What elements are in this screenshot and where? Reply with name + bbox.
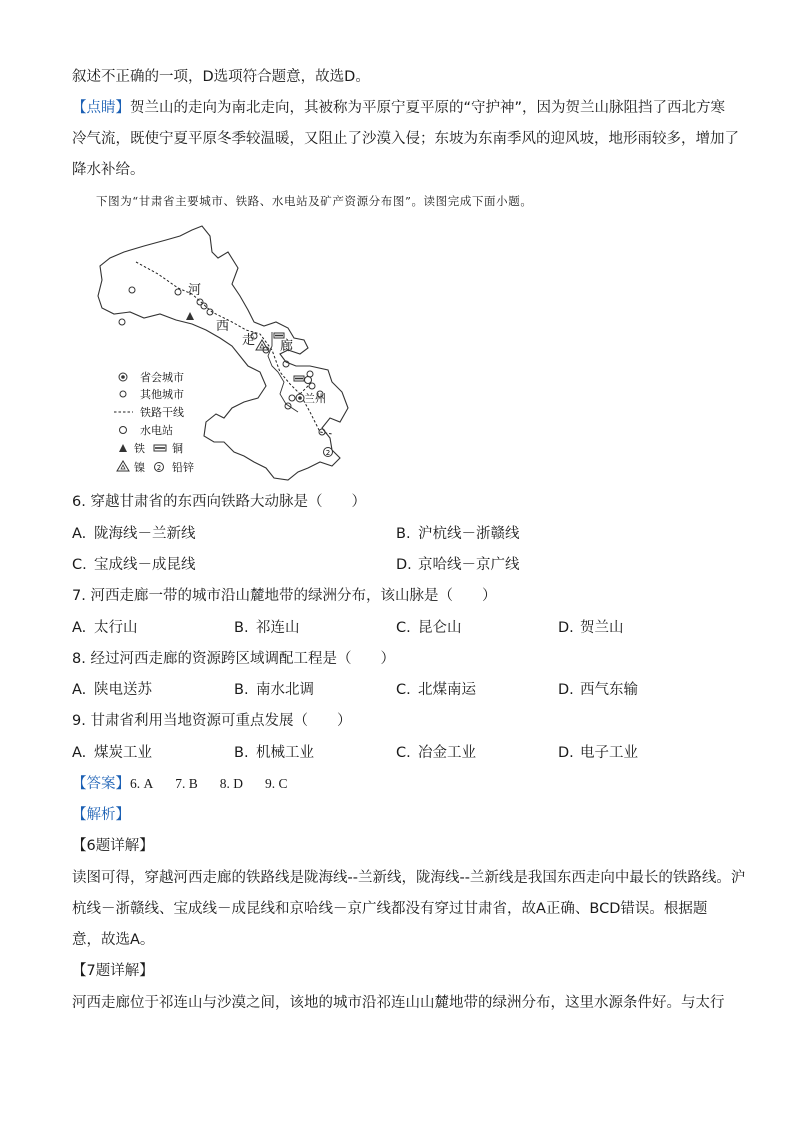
q8-option-d: D. 西气东输 — [558, 682, 638, 698]
detail-6-text: 杭线－浙赣线、宝成线－成昆线和京哈线－京广线都没有穿过甘肃省，故A正确、BCD错误。根据题 — [72, 901, 708, 917]
provincial-capital-icon — [298, 396, 302, 400]
city-icon — [309, 383, 315, 389]
answer-6: 6. A — [130, 776, 154, 791]
legend-label: 铁 — [134, 442, 145, 455]
detail-6-label: 【6题详解】 — [72, 838, 154, 854]
legend-label: 省会城市 — [140, 371, 184, 384]
text-line: 冷气流，既使宁夏平原冬季较温暖，又阻止了沙漠入侵；东坡为东南季风的迎风坡，地形雨较多，增加了 — [72, 131, 739, 147]
q9-option-b: B. 机械工业 — [234, 745, 314, 761]
legend-label: 镍 — [134, 461, 145, 474]
text-line: 贺兰山的走向为南北走向，其被称为平原宁夏平原的“守护神”，因为贺兰山脉阻挡了西北方寒 — [130, 100, 726, 116]
question-9-stem: 9. 甘肃省利用当地资源可重点发展（ ） — [72, 713, 352, 729]
legend-label: 铅锌 — [172, 461, 194, 474]
city-icon — [289, 395, 295, 401]
legend-label: 水电站 — [140, 424, 173, 437]
text-line: 降水补给。 — [72, 162, 145, 178]
answer-line — [72, 774, 288, 794]
question-7-stem: 7. 河西走廊一带的城市沿山麓地带的绿洲分布，该山脉是（ ） — [72, 588, 497, 604]
map-label-xi: 西 — [216, 319, 230, 334]
q6-option-a: A. 陇海线－兰新线 — [72, 526, 196, 542]
answer-label: 【答案】 — [72, 776, 130, 792]
hydropower-icon — [120, 427, 127, 434]
answer-7: 7. B — [175, 776, 198, 791]
detail-7-label: 【7题详解】 — [72, 963, 154, 979]
q8-option-c: C. 北煤南运 — [396, 682, 476, 698]
legend-label: 铜 — [172, 442, 183, 455]
map-label-he: 河 — [188, 283, 202, 298]
svg-text:2: 2 — [325, 449, 331, 457]
iron-icon — [186, 312, 194, 320]
legend-label: 其他城市 — [140, 388, 184, 401]
legend-label: 铁路干线 — [140, 406, 184, 419]
q8-option-b: B. 南水北调 — [234, 682, 314, 698]
question-6-stem: 6. 穿越甘肃省的东西向铁路大动脉是（ ） — [72, 494, 366, 510]
question-8-stem: 8. 经过河西走廊的资源跨区域调配工程是（ ） — [72, 651, 395, 667]
city-icon — [119, 319, 125, 325]
dianjing-line — [72, 98, 725, 118]
city-icon — [175, 289, 181, 295]
iron-icon — [119, 444, 127, 452]
q7-option-a: A. 太行山 — [72, 620, 138, 636]
analysis-label: 【解析】 — [72, 807, 130, 823]
q6-option-c: C. 宝成线－成昆线 — [72, 557, 196, 573]
q6-option-d: D. 京哈线－京广线 — [396, 557, 520, 573]
svg-text:2: 2 — [156, 464, 162, 472]
figure-intro: 下图为“甘肃省主要城市、铁路、水电站及矿产资源分布图”。读图完成下面小题。 — [96, 194, 533, 208]
detail-6-text: 意，故选A。 — [72, 932, 155, 948]
text-line: 叙述不正确的一项，D选项符合题意，故选D。 — [72, 69, 370, 85]
hydropower-icon — [305, 377, 312, 384]
answer-8: 8. D — [219, 776, 244, 791]
q9-option-c: C. 冶金工业 — [396, 745, 476, 761]
map-label-zou: 走 — [242, 333, 256, 348]
nickel-icon — [260, 344, 264, 348]
detail-6-text: 读图可得，穿越河西走廊的铁路线是陇海线--兰新线，陇海线--兰新线是我国东西走向中最长的铁路线。沪 — [72, 870, 746, 886]
map-label-lanzhou: 兰州 — [304, 392, 326, 405]
q9-option-a: A. 煤炭工业 — [72, 745, 152, 761]
q7-option-d: D. 贺兰山 — [558, 620, 624, 636]
q7-option-c: C. 昆仑山 — [396, 620, 462, 636]
city-icon — [285, 403, 291, 409]
answer-9: 9. C — [265, 776, 288, 791]
nickel-icon — [117, 461, 129, 471]
map-legend — [114, 370, 194, 474]
q7-option-b: B. 祁连山 — [234, 620, 300, 636]
q8-option-a: A. 陕电送苏 — [72, 682, 152, 698]
city-icon — [129, 287, 135, 293]
q6-option-b: B. 沪杭线－浙赣线 — [396, 526, 520, 542]
other-city-icon — [120, 391, 126, 397]
gansu-map — [96, 222, 406, 484]
map-label-lang: 廊 — [280, 339, 294, 354]
q9-option-d: D. 电子工业 — [558, 745, 638, 761]
city-icon — [201, 303, 207, 309]
detail-7-text: 河西走廊位于祁连山与沙漠之间，该地的城市沿祁连山山麓地带的绿洲分布，这里水源条件好。与太行 — [72, 995, 725, 1011]
dianjing-label: 【点睛】 — [72, 100, 130, 116]
